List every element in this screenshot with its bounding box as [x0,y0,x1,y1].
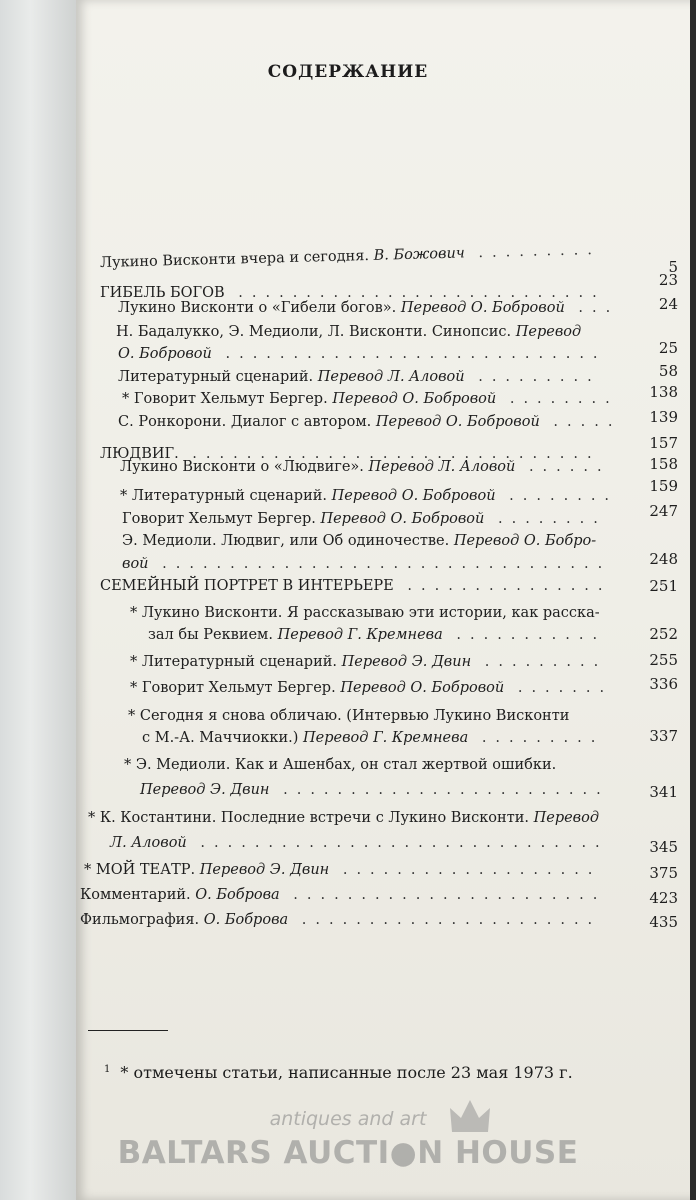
toc-entry [100,285,606,301]
dot-leader: ....... [504,680,614,696]
toc-entry-title: Н. Бадалукко, Э. Медиоли, Л. Висконти. Синопсис. [116,324,516,340]
footnote-marker: 1 [104,1063,111,1075]
dot-leader: ......... [464,241,602,262]
toc-page-number: 336 [649,675,678,693]
toc-entry-author: Перевод [515,324,582,340]
toc-entry [110,835,609,851]
toc-page-number: 159 [649,477,678,495]
toc-entry [100,578,612,594]
toc-entry [124,757,556,773]
watermark-name: BALTARS AUCTI●N HOUSE [117,1135,579,1171]
toc-entry [118,369,601,385]
toc-page-number: 255 [649,651,678,669]
toc-entry [122,511,607,527]
toc-entry-author: О. Боброва [195,887,280,903]
toc-entry-title: Лукино Висконти о «Людвиге». [120,459,369,475]
book-page [76,0,696,1200]
toc-entry [120,459,611,475]
toc-entry-title: зал бы Реквием. [148,627,278,643]
dot-leader: .............................. [178,446,601,462]
dot-leader: ...... [515,459,611,475]
dot-leader: ........... [442,627,607,643]
watermark-tagline: antiques and art [269,1108,427,1130]
toc-entry-title: С. Ронкорони. Диалог с автором. [118,414,376,430]
dot-leader: ........ [484,511,607,527]
toc-page-number: 375 [649,864,678,882]
toc-entry-author: В. Божович [373,245,466,264]
toc-entry-title: * Э. Медиоли. Как и Ашенбах, он стал жертвой ошибки. [124,757,557,773]
toc-entry-title: Э. Медиоли. Людвиг, или Об одиночестве. [122,533,454,549]
toc-page-number: 25 [658,339,678,357]
toc-entry-title: * Сегодня я снова обличаю. (Интервью Лукино Висконти [128,708,570,724]
toc-entry-author: Перевод Г. Кремнева [303,730,469,746]
toc-entry [128,708,569,724]
dot-leader: ........................ [269,782,610,798]
dot-leader: ...................... [288,912,602,928]
toc-entry-author: вой [122,556,149,572]
toc-page-number: 341 [649,783,678,801]
dot-leader: ................................. [148,556,612,572]
dot-leader: ............... [393,578,612,594]
toc-entry-author: Перевод О. Бобровой [331,488,496,504]
toc-entry-title: Лукино Висконти о «Гибели богов». [118,300,401,316]
toc-entry [122,533,596,549]
toc-page-number: 158 [649,455,678,473]
toc-entry [118,414,621,430]
toc-page-number: 252 [649,625,678,643]
toc-entry [116,324,581,340]
toc-entry [140,782,610,798]
toc-page-number: 138 [649,383,678,401]
toc-page-number: 251 [649,577,678,595]
toc-page-number: 247 [649,502,678,520]
toc-entry-author: Перевод Э. Двин [140,782,270,798]
toc-entry [88,810,599,826]
dot-leader: ..... [539,414,622,430]
toc-entry-author: Перевод О. Бобро- [453,533,597,549]
toc-entry [120,488,618,504]
footnote-rule [88,1030,168,1031]
toc-page-number: 435 [649,913,678,931]
toc-entry-title: * Литературный сценарий. [120,488,332,504]
toc-entry-author: Перевод Э. Двин [199,862,330,878]
toc-entry [148,627,606,643]
toc-entry-author: Л. Аловой [110,835,187,851]
toc-entry-title: СЕМЕЙНЫЙ ПОРТРЕТ В ИНТЕРЬЕРЕ [100,578,394,594]
toc-entry-author: Перевод Л. Аловой [317,369,465,385]
toc-page-number: 139 [649,408,678,426]
toc-page-number: 157 [649,434,678,452]
toc-entry-title: Фильмография. [80,912,204,928]
dot-leader: ... [564,300,620,316]
toc-entry-author: Перевод Э. Двин [341,654,472,670]
toc-entry-author: О. Боброва [203,912,289,928]
toc-entry-title: * МОЙ ТЕАТР. [84,862,200,878]
toc-page-number: 423 [649,889,678,907]
toc-entry-title: ГИБЕЛЬ БОГОВ [100,285,225,301]
toc-page-number: 58 [658,362,678,380]
dot-leader: ....................... [279,887,607,903]
dot-leader: ........ [496,391,619,407]
toc-entry-author: Перевод Л. Аловой [368,459,516,475]
toc-entry-title: Литературный сценарий. [118,369,318,385]
toc-entry-title: ЛЮДВИГ. [100,446,179,462]
toc-entry [80,887,606,903]
footnote-text: * отмечены статьи, написанные после 23 мая 1973 г. [120,1063,573,1082]
toc-entry-title: Лукино Висконти вчера и сегодня. [99,247,374,271]
toc-entry-author: Перевод О. Бобровой [340,680,505,696]
dot-leader: ......... [471,654,608,670]
dot-leader: ......... [464,369,601,385]
page-edge [690,0,696,1200]
dot-leader: ................... [329,862,602,878]
toc-page-number: 24 [658,295,678,313]
toc-page-number: 337 [649,727,678,745]
toc-entry [118,346,607,362]
toc-entry [80,912,601,928]
toc-entry [130,654,607,670]
dot-leader: .............................. [186,835,609,851]
toc-page-number: 248 [649,550,678,568]
toc-entry [122,556,611,572]
toc-entry-author: Перевод О. Бобровой [400,300,565,316]
toc-entry-title: * К. Костантини. Последние встречи с Лукино Висконти. [88,810,534,826]
toc-entry [84,862,601,878]
toc-entry-title: * Говорит Хельмут Бергер. [122,391,333,407]
dot-leader: ......... [468,730,605,746]
toc-page-number: 5 [668,258,678,276]
toc-entry [142,730,604,746]
toc-entry-author: Перевод О. Бобровой [332,391,497,407]
page-title: СОДЕРЖАНИЕ [267,62,429,82]
toc-entry-author: Перевод О. Бобровой [375,414,540,430]
toc-entry-author: Перевод [533,810,600,826]
toc-page-number: 345 [649,838,678,856]
toc-entry-title: * Лукино Висконти. Я рассказываю эти истории, как расска- [130,605,600,621]
toc-entry [118,300,619,316]
book-spine [0,0,76,1200]
dot-leader: ............................ [211,346,607,362]
toc-page-number: 23 [658,271,678,289]
toc-entry-title: * Говорит Хельмут Бергер. [130,680,341,696]
dot-leader: ........ [495,488,619,504]
toc-entry-author: О. Бобровой [118,346,212,362]
toc-entry [130,680,613,696]
toc-entry-author: Перевод Г. Кремнева [277,627,443,643]
toc-entry-author: Перевод О. Бобровой [320,511,485,527]
toc-entry [130,605,600,621]
dot-leader: ........................... [224,285,606,301]
toc-entry-title: * Литературный сценарий. [130,654,342,670]
toc-entry-title: Говорит Хельмут Бергер. [122,511,321,527]
footnote [104,1063,573,1082]
toc-entry-title: с М.-А. Маччиокки.) [142,730,304,746]
toc-entry [122,391,619,407]
toc-entry-title: Комментарий. [80,887,196,903]
